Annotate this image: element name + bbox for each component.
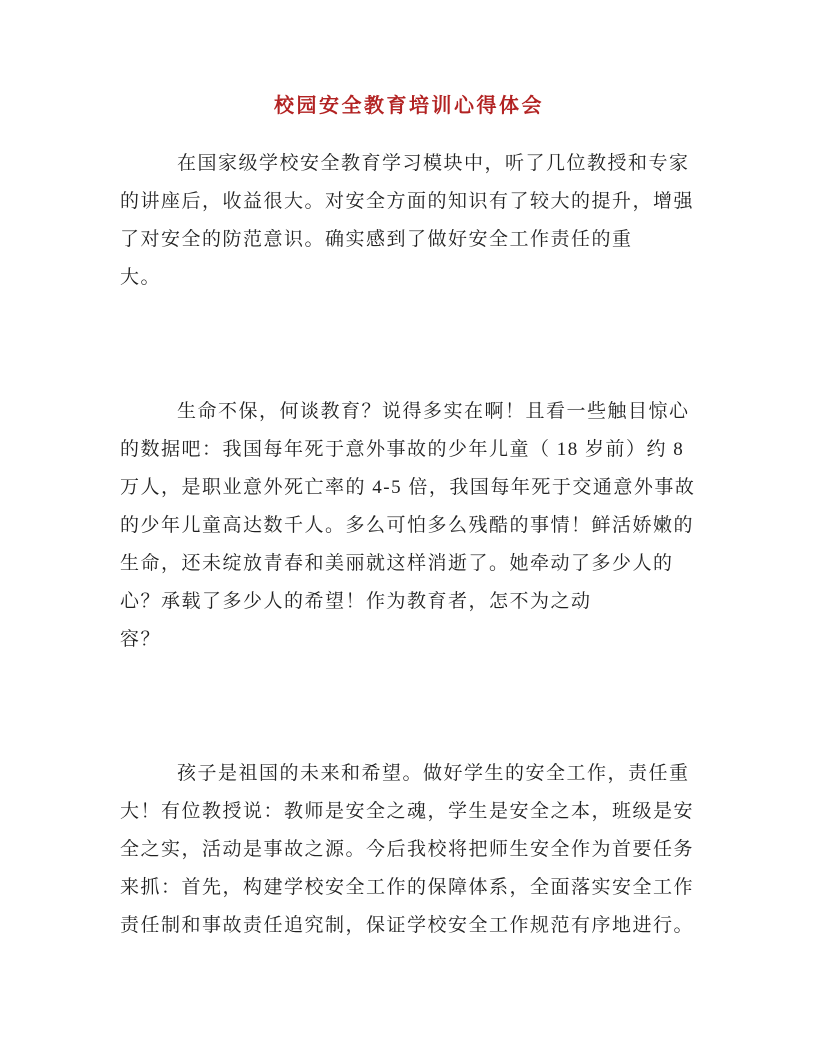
text-line: 万人，是职业意外死亡率的 4-5 倍，我国每年死于交通意外事故 [120, 477, 696, 498]
text-line: 全之实，活动是事故之源。今后我校将把师生安全作为首要任务 [120, 839, 695, 860]
text-line: 大！有位教授说：教师是安全之魂，学生是安全之本，班级是安 [120, 801, 695, 822]
paragraph [120, 145, 698, 297]
text-line: 来抓：首先，构建学校安全工作的保障体系，全面落实安全工作 [120, 877, 695, 898]
text-line: 大。 [120, 267, 162, 288]
text-line: 生命不保，何谈教育？说得多实在啊！且看一些触目惊心 [177, 401, 690, 422]
text-line: 孩子是祖国的未来和希望。做好学生的安全工作，责任重 [177, 763, 690, 784]
text-line: 的少年儿童高达数千人。多么可怕多么残酷的事情！鲜活娇嫩的 [120, 515, 695, 536]
text-line: 生命，还未绽放青春和美丽就这样消逝了。她牵动了多少人的 [120, 553, 674, 574]
text-line: 心？承载了多少人的希望！作为教育者，怎不为之动 [120, 591, 592, 612]
text-line: 了对安全的防范意识。确实感到了做好安全工作责任的重 [120, 229, 633, 250]
paragraph [120, 393, 698, 659]
text-line: 的数据吧：我国每年死于意外事故的少年儿童（ 18 岁前）约 8 [120, 439, 685, 460]
document-body [120, 145, 698, 945]
text-line: 在国家级学校安全教育学习模块中，听了几位教授和专家 [177, 153, 690, 174]
text-line: 责任制和事故责任追究制，保证学校安全工作规范有序地进行。 [120, 915, 695, 936]
paragraph [120, 755, 698, 945]
text-line: 的讲座后，收益很大。对安全方面的知识有了较大的提升，增强 [120, 191, 695, 212]
document-title: 校园安全教育培训心得体会 [274, 95, 544, 117]
text-line: 容？ [120, 629, 162, 650]
